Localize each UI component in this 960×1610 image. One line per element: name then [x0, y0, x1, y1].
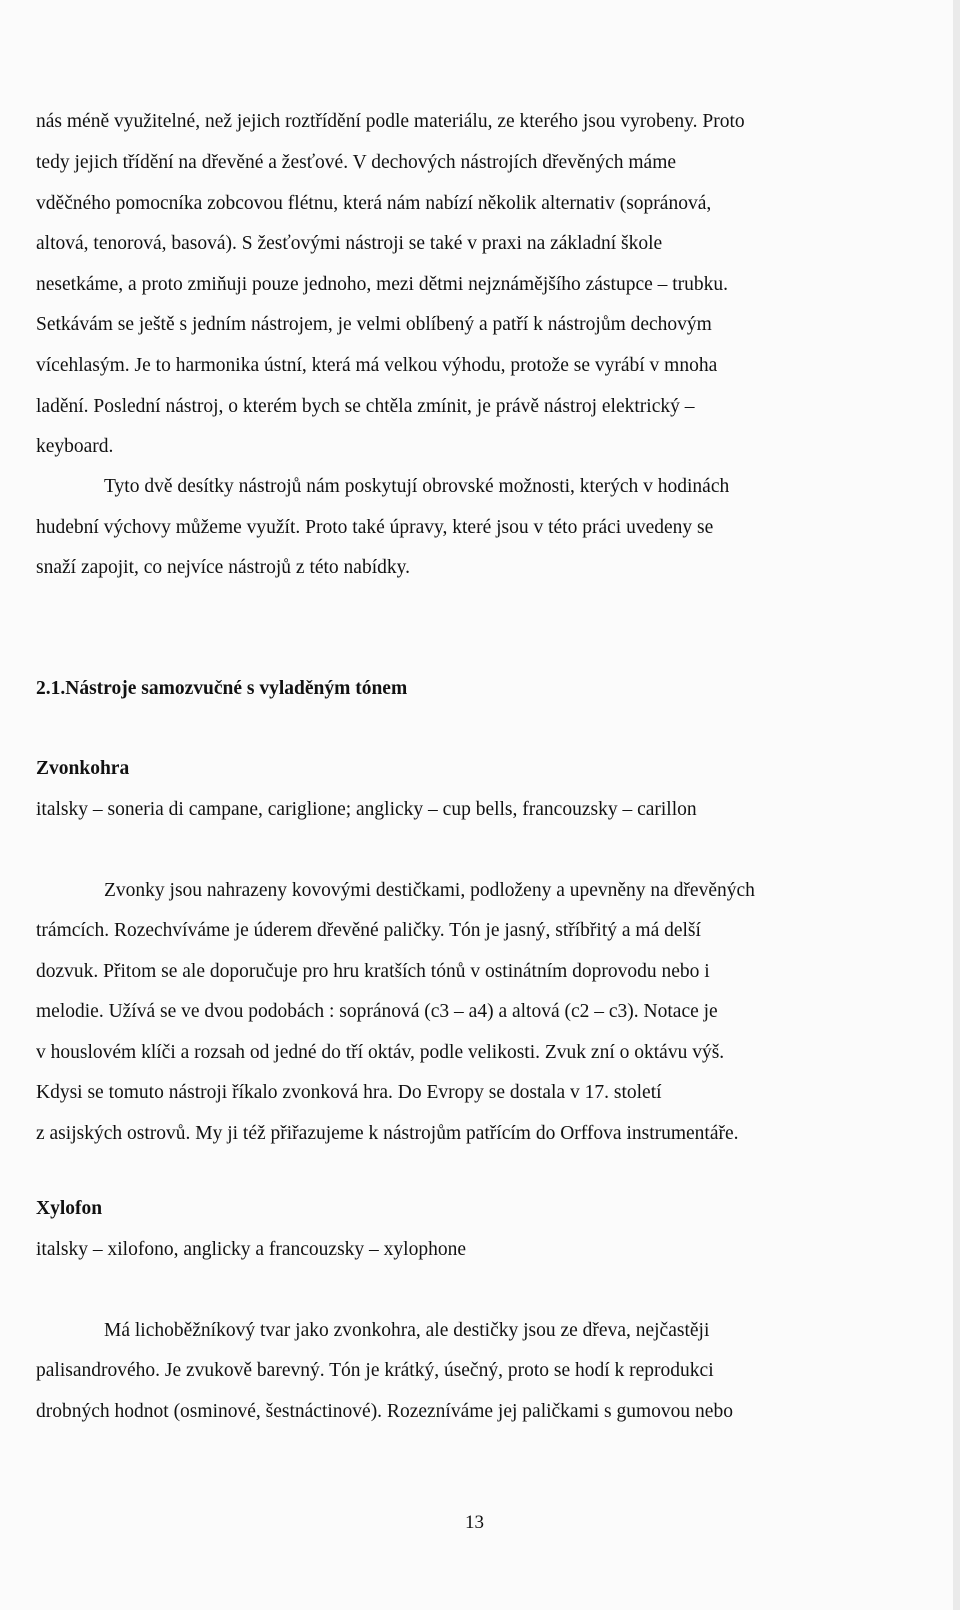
text-line: tedy jejich třídění na dřevěné a žesťové. V dechových nástrojích dřevěných máme: [36, 152, 677, 173]
text-line: italsky – soneria di campane, cariglione; anglicky – cup bells, francouzsky – carillon: [36, 799, 697, 820]
paragraph-first-line: Má lichoběžníkový tvar jako zvonkohra, ale destičky jsou ze dřeva, nejčastěji: [104, 1320, 710, 1341]
subsection-heading: Xylofon: [36, 1198, 103, 1219]
page-number: 13: [465, 1512, 484, 1533]
paragraph-first-line: Tyto dvě desítky nástrojů nám poskytují obrovské možnosti, kterých v hodinách: [104, 476, 730, 497]
text-line: altová, tenorová, basová). S žesťovými nástroji se také v praxi na základní škole: [36, 233, 663, 254]
text-line: ladění. Poslední nástroj, o kterém bych se chtěla zmínit, je právě nástroj elektrický –: [36, 396, 695, 417]
text-line: hudební výchovy můžeme využít. Proto také úpravy, které jsou v této práci uvedeny se: [36, 517, 714, 538]
text-line: italsky – xilofono, anglicky a francouzsky – xylophone: [36, 1239, 466, 1260]
paragraph-first-line: Zvonky jsou nahrazeny kovovými destičkami, podloženy a upevněny na dřevěných: [104, 880, 755, 901]
text-line: Kdysi se tomuto nástroji říkalo zvonková hra. Do Evropy se dostala v 17. století: [36, 1082, 662, 1103]
text-line: vícehlasým. Je to harmonika ústní, která má velkou výhodu, protože se vyrábí v mnoha: [36, 355, 718, 376]
text-line: vděčného pomocníka zobcovou flétnu, která nám nabízí několik alternativ (sopránová,: [36, 193, 712, 214]
text-line: z asijských ostrovů. My ji též přiřazujeme k nástrojům patřícím do Orffova instrumentáře.: [36, 1123, 739, 1144]
page-edge: [953, 0, 960, 1610]
text-line: Setkávám se ještě s jedním nástrojem, je velmi oblíbený a patří k nástrojům dechovým: [36, 314, 712, 335]
text-line: nesetkáme, a proto zmiňuji pouze jednoho, mezi dětmi nejznámějšího zástupce – trubku.: [36, 274, 729, 295]
text-line: keyboard.: [36, 436, 114, 457]
text-line: melodie. Užívá se ve dvou podobách : sopránová (c3 – a4) a altová (c2 – c3). Notace je: [36, 1001, 718, 1022]
text-line: v houslovém klíči a rozsah od jedné do tří oktáv, podle velikosti. Zvuk zní o oktávu výš.: [36, 1042, 725, 1063]
text-line: palisandrového. Je zvukově barevný. Tón je krátký, úsečný, proto se hodí k reprodukci: [36, 1360, 714, 1381]
text-line: snaží zapojit, co nejvíce nástrojů z této nabídky.: [36, 557, 410, 578]
text-line: trámcích. Rozechvíváme je úderem dřevěné paličky. Tón je jasný, stříbřitý a má delší: [36, 920, 701, 941]
subsection-heading: Zvonkohra: [36, 758, 130, 779]
text-line: nás méně využitelné, než jejich roztřídění podle materiálu, ze kterého jsou vyrobeny. Proto: [36, 111, 745, 132]
text-line: drobných hodnot (osminové, šestnáctinové). Rozezníváme jej paličkami s gumovou nebo: [36, 1401, 733, 1422]
text-line: dozvuk. Přitom se ale doporučuje pro hru kratších tónů v ostinátním doprovodu nebo i: [36, 961, 710, 982]
section-heading: 2.1.Nástroje samozvučné s vyladěným tónem: [36, 678, 408, 699]
